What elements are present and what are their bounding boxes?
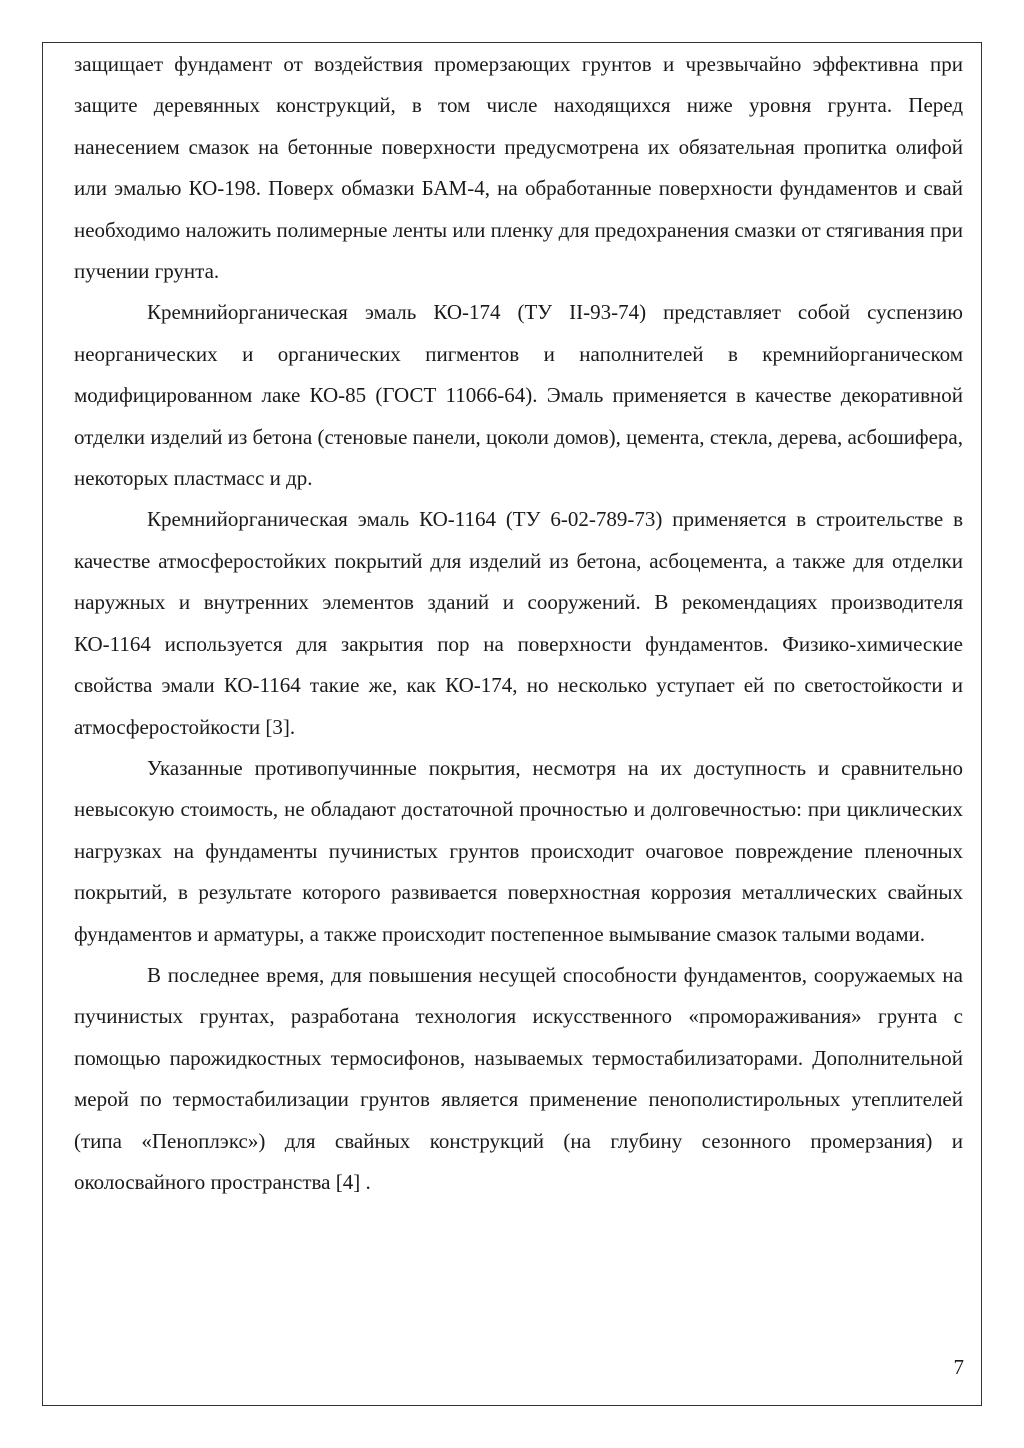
paragraph-ko-174: Кремнийорганическая эмаль КО-174 (ТУ II-93-74) представляет собой суспензию неорганических и органических пигментов и наполнителей в кремнийорганическом модифицированном лаке КО-85 (ГОСТ 11066-64). Эмаль применяется в качестве декоративной отделки изделий из бетона (стеновые панели, цоколи домов), цемента, стекла, дерева, асбошифера, некоторых пластмасс и др.	[74, 300, 963, 491]
paragraph-ko-1164: Кремнийорганическая эмаль КО-1164 (ТУ 6-02-789-73) применяется в строительстве в качестве атмосферостойких покрытий для изделий из бетона, асбоцемента, а также для отделки наружных и внутренних элементов зданий и сооружений. В рекомендациях производителя КО-1164 используется для закрытия пор на поверхности фундаментов. Физико-химические свойства эмали КО-1164 такие же, как КО-174, но несколько уступает ей по светостойкости и атмосферостойкости [3].	[74, 507, 963, 739]
paragraph-continuation: защищает фундамент от воздействия промерзающих грунтов и чрезвычайно эффективна при защите деревянных конструкций, в том числе находящихся ниже уровня грунта. Перед нанесением смазок на бетонные поверхности предусмотрена их обязательная пропитка олифой или эмалью КО-198. Поверх обмазки БАМ-4, на обработанные поверхности фундаментов и свай необходимо наложить полимерные ленты или пленку для предохранения смазки от стягивания при пучении грунта.	[74, 52, 963, 284]
paragraph-thermostabilization: В последнее время, для повышения несущей способности фундаментов, сооружаемых на пучинистых грунтах, разработана технология искусственного «промораживания» грунта с помощью парожидкостных термосифонов, называемых термостабилизаторами. Дополнительной мерой по термостабилизации грунтов является применение пенополистирольных утеплителей (типа «Пеноплэкс») для свайных конструкций (на глубину сезонного промерзания) и околосвайного пространства [4] .	[74, 962, 963, 1194]
page-number: 7	[953, 1355, 964, 1379]
paragraph-coatings-drawbacks: Указанные противопучинные покрытия, несмотря на их доступность и сравнительно невысокую стоимость, не обладают достаточной прочностью и долговечностью: при циклических нагрузках на фундаменты пучинистых грунтов происходит очаговое повреждение пленочных покрытий, в результате которого развивается поверхностная коррозия металлических свайных фундаментов и арматуры, а также происходит постепенное вымывание смазок талыми водами.	[74, 755, 963, 946]
document-body	[74, 44, 963, 1203]
